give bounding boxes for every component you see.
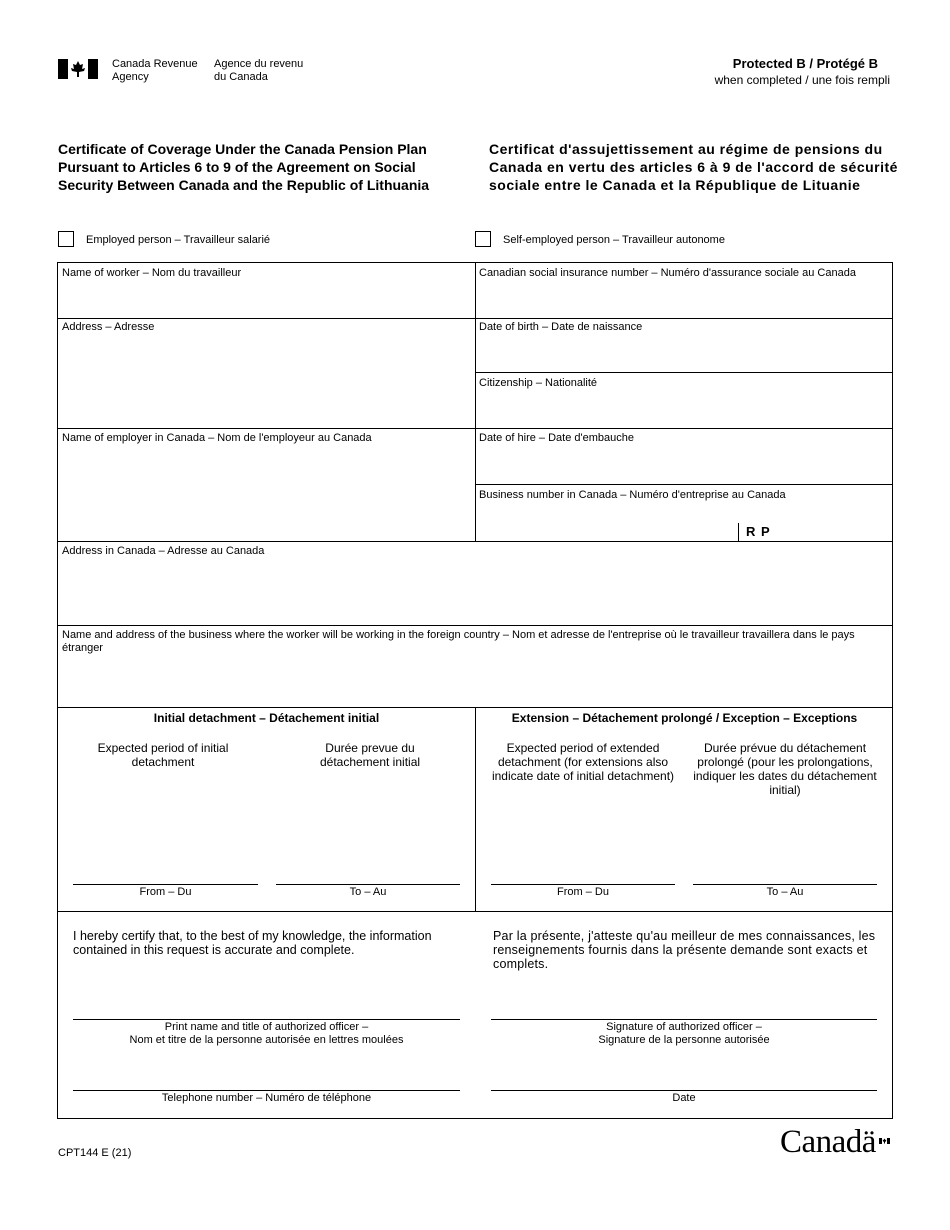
address-label: Address – Adresse — [62, 321, 155, 333]
certification-fr: Par la présente, j'atteste qu'au meilleur de mes connaissances, les renseignements fournis dans la présente demande sont exacts et complets. — [493, 929, 876, 971]
signature-label-line2: Signature de la personne autorisée — [598, 1034, 770, 1046]
self-employed-label: Self-employed person – Travailleur autonome — [503, 234, 725, 246]
extension-from-field[interactable] — [491, 866, 675, 884]
sin-label: Canadian social insurance number – Numéro d'assurance sociale au Canada — [479, 267, 856, 279]
agency-en-line2: Agency — [112, 71, 149, 83]
agency-fr-line2: du Canada — [214, 71, 268, 83]
signature-label-line1: Signature of authorized officer – — [606, 1021, 762, 1033]
worker-name-field[interactable] — [58, 282, 474, 317]
initial-to-field[interactable] — [276, 866, 460, 884]
business-number-label: Business number in Canada – Numéro d'entreprise au Canada — [479, 489, 786, 501]
certification-en: I hereby certify that, to the best of my knowledge, the information contained in this request is accurate and complete. — [73, 929, 432, 957]
extension-heading: Extension – Détachement prolongé / Exception – Exceptions — [511, 711, 858, 725]
print-name-label-line2: Nom et titre de la personne autorisée en lettres moulées — [129, 1034, 404, 1046]
signature-label — [491, 1021, 877, 1047]
telephone-label: Telephone number – Numéro de téléphone — [161, 1092, 372, 1104]
self-employed-checkbox[interactable] — [475, 231, 491, 247]
employed-checkbox[interactable] — [58, 231, 74, 247]
employed-label: Employed person – Travailleur salarié — [86, 234, 271, 246]
extension-to-label: To – Au — [766, 886, 804, 898]
extension-expected-en: Expected period of extended detachment (for extensions also indicate date of initial detachment) — [491, 741, 675, 783]
signature-field[interactable] — [491, 995, 877, 1019]
canada-flag-icon — [58, 59, 98, 79]
address-canada-field[interactable] — [58, 560, 892, 624]
agency-name-en — [112, 58, 198, 84]
initial-from-label: From – Du — [139, 886, 192, 898]
sin-field[interactable] — [476, 282, 892, 317]
initial-from-field[interactable] — [73, 866, 258, 884]
citizenship-label: Citizenship – Nationalité — [479, 377, 598, 389]
wordmark-flag-icon — [879, 1131, 890, 1137]
protected-label: Protected B / Protégé B — [732, 56, 878, 71]
initial-expected-fr: Durée prevue du détachement initial — [319, 741, 421, 769]
protected-sub: when completed / une fois rempli — [714, 73, 890, 87]
title-fr: Certificat d'assujettissement au régime de pensions du Canada en vertu des articles 6 à 9 de l'accord de sécurité sociale entre le Canada et la République de Lituanie — [489, 141, 898, 193]
employer-name-label: Name of employer in Canada – Nom de l'employeur au Canada — [62, 432, 372, 444]
hire-date-field[interactable] — [476, 447, 892, 483]
worker-name-label: Name of worker – Nom du travailleur — [62, 267, 242, 279]
agency-name-fr — [214, 58, 303, 84]
telephone-field[interactable] — [73, 1066, 460, 1090]
citizenship-field[interactable] — [476, 392, 892, 427]
extension-to-field[interactable] — [693, 866, 877, 884]
print-name-field[interactable] — [73, 995, 460, 1019]
address-canada-label: Address in Canada – Adresse au Canada — [62, 545, 265, 557]
agency-fr-line1: Agence du revenu — [214, 58, 304, 70]
dob-field[interactable] — [476, 336, 892, 371]
foreign-business-label: Name and address of the business where the worker will be working in the foreign country – Nom et adresse de l'entreprise où le travailleur travaillera dans le pays étranger — [62, 629, 855, 654]
dob-label: Date of birth – Date de naissance — [479, 321, 643, 333]
rp-label: R P — [746, 524, 771, 539]
employer-name-field[interactable] — [58, 447, 474, 540]
address-field[interactable] — [58, 336, 474, 427]
hire-date-label: Date of hire – Date d'embauche — [479, 432, 634, 444]
foreign-business-field[interactable] — [58, 644, 892, 706]
canada-wordmark: Canadä — [780, 1124, 876, 1160]
business-number-field[interactable] — [476, 504, 736, 540]
date-field[interactable] — [491, 1066, 877, 1090]
initial-to-label: To – Au — [349, 886, 387, 898]
initial-expected-en: Expected period of initial detachment — [97, 741, 229, 769]
print-name-label — [73, 1021, 460, 1047]
extension-from-label: From – Du — [557, 886, 609, 898]
extension-expected-fr: Durée prévue du détachement prolongé (pour les prolongations, indiquer les dates du détachement initial) — [693, 741, 877, 797]
form-code: CPT144 E (21) — [58, 1147, 132, 1159]
initial-heading: Initial detachment – Détachement initial — [153, 711, 380, 725]
agency-en-line1: Canada Revenue — [112, 58, 198, 70]
title-en: Certificate of Coverage Under the Canada Pension Plan Pursuant to Articles 6 to 9 of the Agreement on Social Security Between Canada and the Republic of Lithuania — [58, 141, 430, 193]
date-label: Date — [672, 1092, 696, 1104]
print-name-label-line1: Print name and title of authorized officer – — [164, 1021, 369, 1033]
protected-notice — [690, 56, 890, 88]
